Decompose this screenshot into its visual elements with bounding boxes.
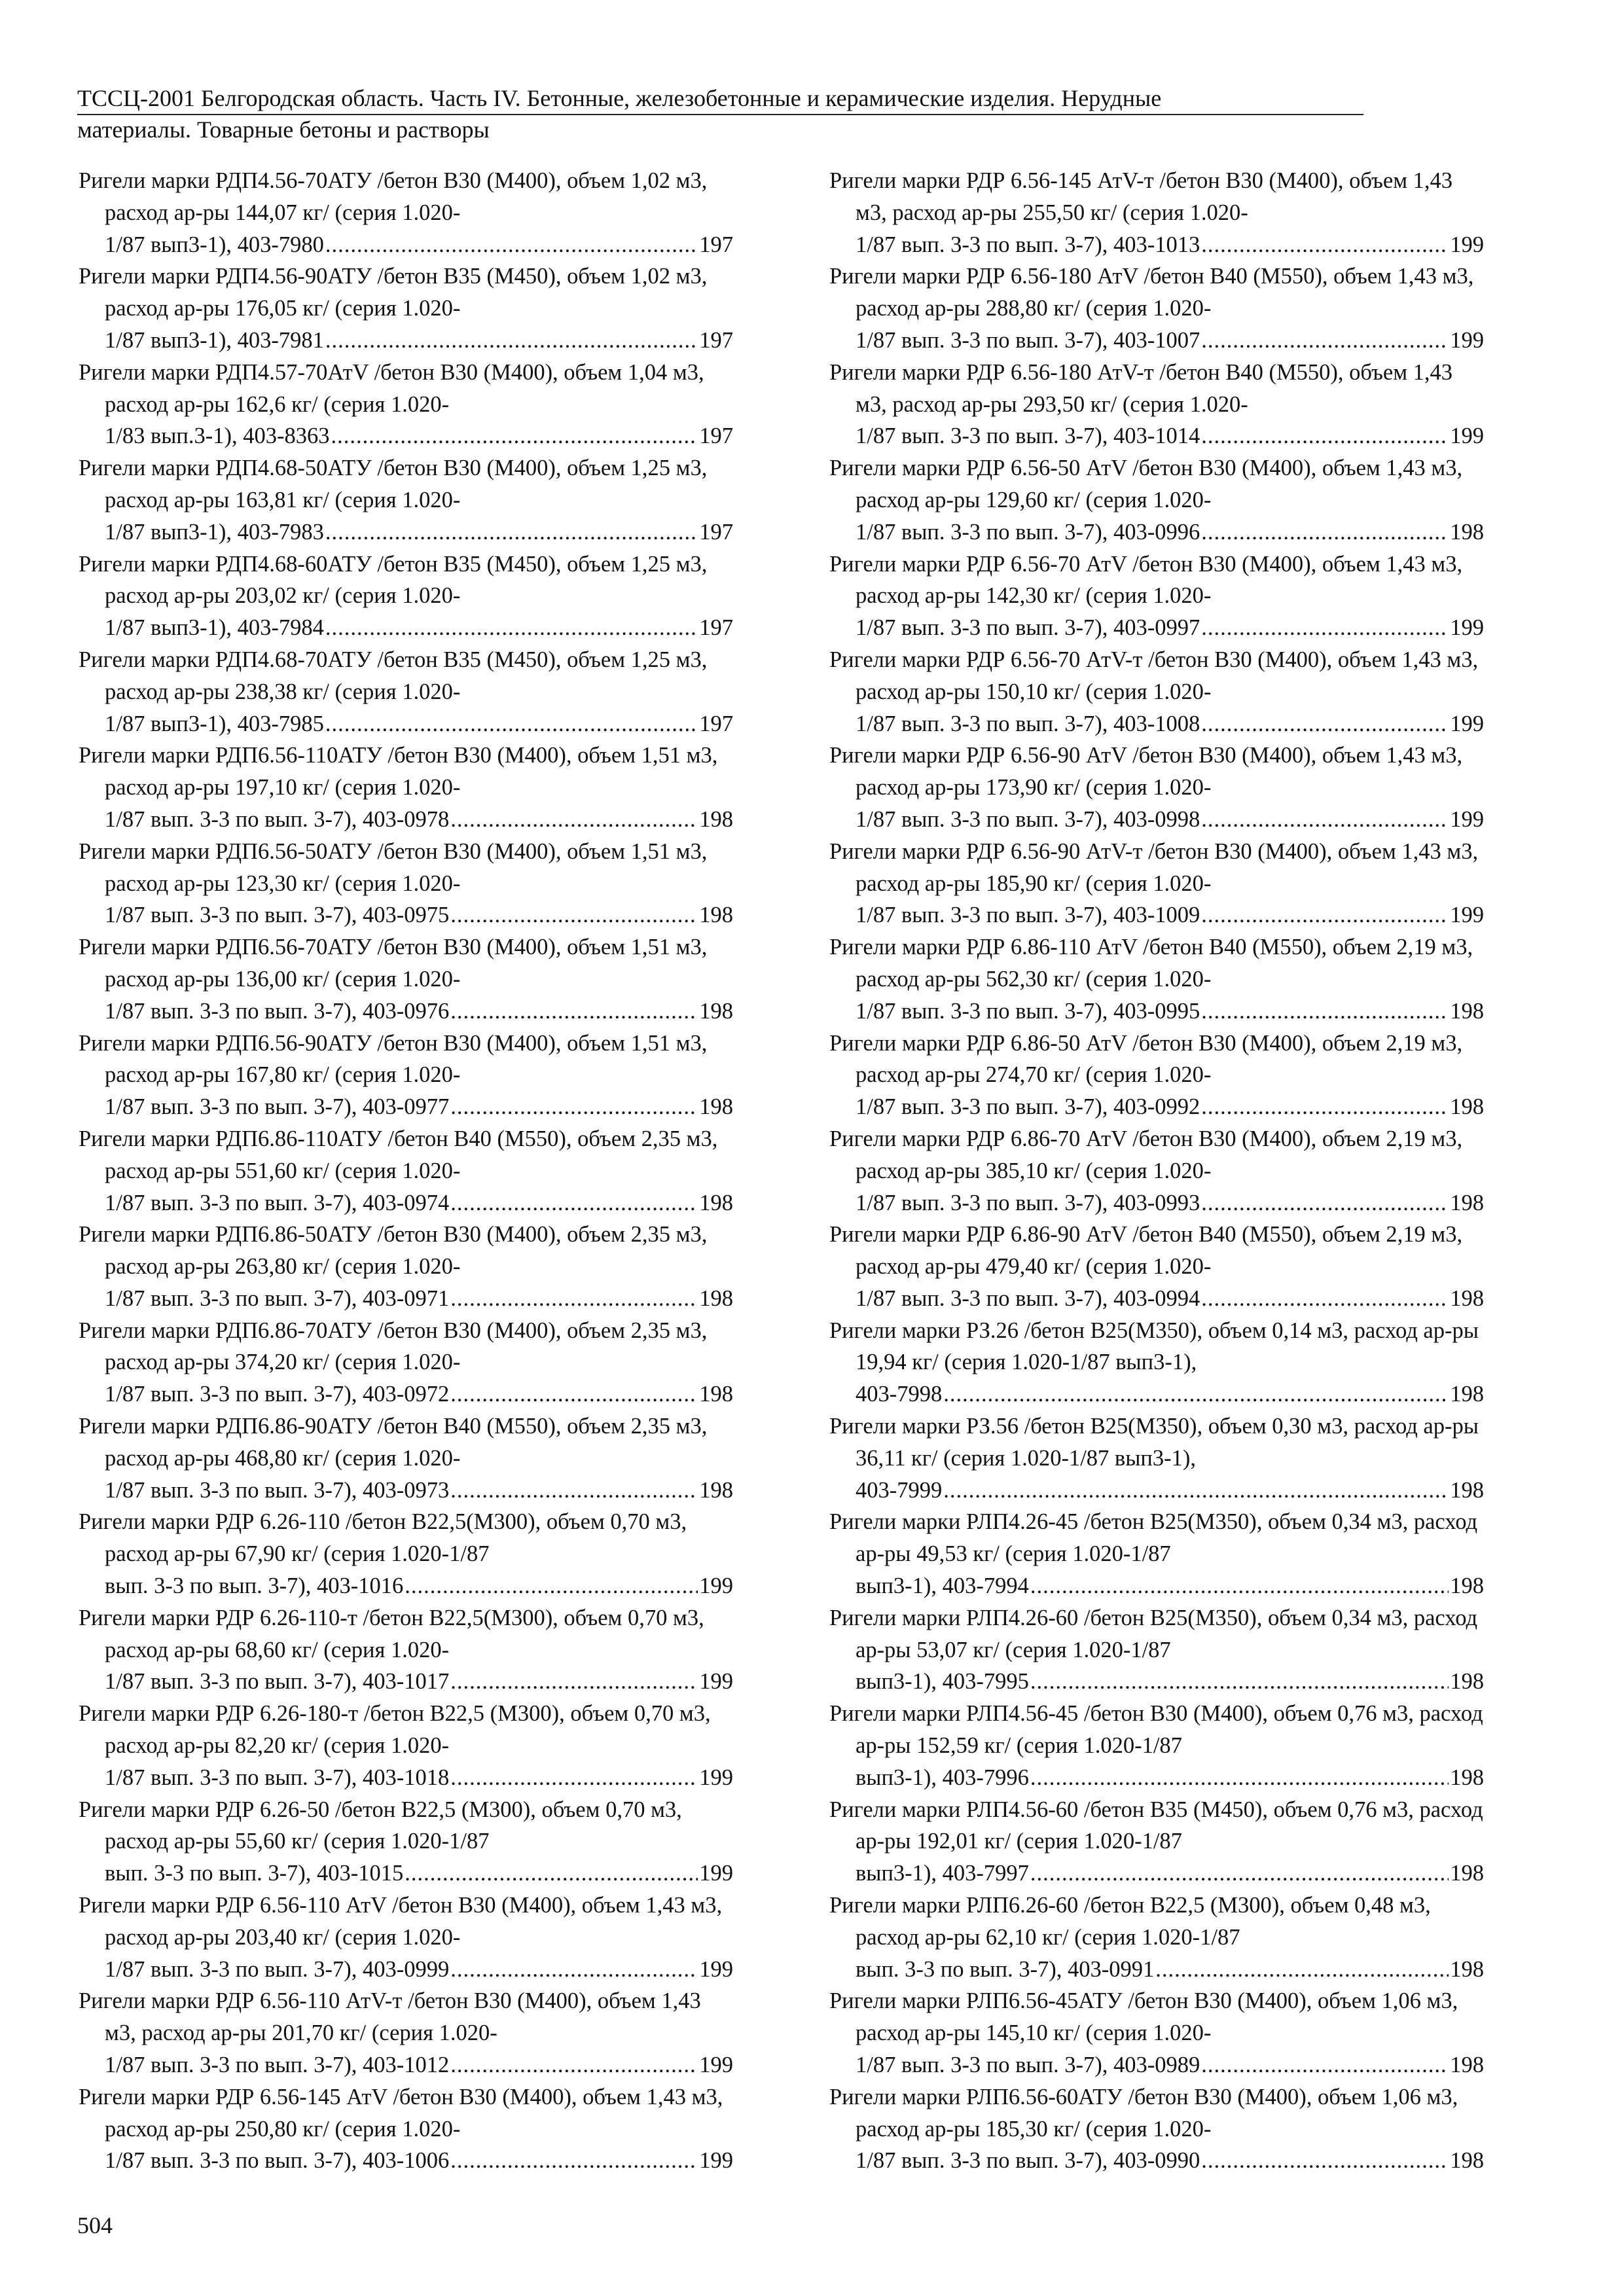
entry-page-ref: 198: [699, 998, 733, 1024]
index-entry: [79, 1890, 733, 1985]
index-entry: [829, 1410, 1484, 1506]
entry-description: Ригели марки РДР 6.56-145 АтV /бетон В30 (М400), объем 1,43 м3, расход ар-ры 250,80 кг/ (серия 1.020-: [79, 2084, 723, 2142]
entry-reference-line: [105, 2049, 733, 2081]
entry-description: Ригели марки РДР 6.56-110 АтV-т /бетон В30 (М400), объем 1,43 м3, расход ар-ры 201,70 кг/ (серия 1.020-: [79, 1988, 701, 2046]
dot-leader: [1201, 804, 1449, 836]
header-line-2: материалы. Товарные бетоны и растворы: [77, 117, 490, 143]
entry-code: вып3-1), 403-7997: [856, 1861, 1029, 1886]
entry-reference-line: [105, 1954, 733, 1986]
entry-description: Ригели марки РДП4.68-50АТУ /бетон В30 (М400), объем 1,25 м3, расход ар-ры 163,81 кг/ (серия 1.020-: [79, 456, 708, 512]
index-entry: [829, 1123, 1484, 1219]
dot-leader: [1030, 1762, 1449, 1794]
entry-page-ref: 197: [699, 327, 733, 353]
entry-page-ref: 199: [1450, 423, 1484, 449]
entry-description: Ригели марки РДР 6.26-110 /бетон В22,5(М300), объем 0,70 м3, расход ар-ры 67,90 кг/ (серия 1.020-1/87: [79, 1509, 687, 1567]
entry-description: Ригели марки РДП4.68-60АТУ /бетон В35 (М450), объем 1,25 м3, расход ар-ры 203,02 кг/ (серия 1.020-: [79, 551, 708, 609]
dot-leader: [450, 1283, 698, 1315]
entry-reference-line: [105, 1283, 733, 1315]
entry-page-ref: 198: [1450, 1669, 1484, 1695]
entry-code: 1/87 вып. 3-3 по вып. 3-7), 403-0975: [105, 903, 450, 928]
entry-page-ref: 198: [699, 1382, 733, 1407]
entry-reference-line: [856, 1091, 1484, 1123]
index-entry: [829, 2081, 1484, 2177]
entry-description: Ригели марки РДР 6.56-180 АтV-т /бетон В40 (М550), объем 1,43 м3, расход ар-ры 293,50 кг/ (серия 1.020-: [829, 359, 1453, 417]
index-entry: [79, 1985, 733, 2081]
entry-page-ref: 199: [699, 1669, 733, 1695]
entry-page-ref: 198: [1450, 2148, 1484, 2174]
entry-code: 1/87 вып. 3-3 по вып. 3-7), 403-0977: [105, 1094, 450, 1120]
entry-description: Ригели марки РДП6.86-110АТУ /бетон В40 (М550), объем 2,35 м3, расход ар-ры 551,60 кг/ (серия 1.020-: [79, 1126, 718, 1183]
index-entry: [829, 836, 1484, 931]
entry-code: 1/87 вып. 3-3 по вып. 3-7), 403-1009: [856, 903, 1200, 928]
dot-leader: [450, 996, 698, 1028]
entry-code: 1/87 вып. 3-3 по вып. 3-7), 403-1014: [856, 423, 1200, 449]
entry-code: 1/83 вып.3-1), 403-8363: [105, 423, 330, 449]
index-entry: [829, 165, 1484, 260]
entry-page-ref: 199: [1450, 711, 1484, 736]
entry-page-ref: 198: [1450, 1573, 1484, 1599]
entry-page-ref: 198: [1450, 998, 1484, 1024]
entry-page-ref: 199: [699, 1765, 733, 1790]
entry-code: 1/87 вып. 3-3 по вып. 3-7), 403-0974: [105, 1190, 450, 1215]
entry-code: вып3-1), 403-7996: [856, 1765, 1029, 1790]
index-entry: [79, 1698, 733, 1793]
entry-description: Ригели марки РДР 6.56-90 АтV-т /бетон В30 (М400), объем 1,43 м3, расход ар-ры 185,90 кг/ (серия 1.020-: [829, 838, 1479, 896]
entry-code: 1/87 вып. 3-3 по вып. 3-7), 403-0972: [105, 1382, 450, 1407]
dot-leader: [450, 1954, 698, 1986]
entry-page-ref: 199: [699, 2148, 733, 2174]
entry-description: Ригели марки РДП6.86-50АТУ /бетон В30 (М400), объем 2,35 м3, расход ар-ры 263,80 кг/ (серия 1.020-: [79, 1222, 708, 1280]
index-entry: [829, 1506, 1484, 1602]
entry-code: 403-7998: [856, 1382, 943, 1407]
dot-leader: [943, 1378, 1449, 1410]
entry-reference-line: [856, 2049, 1484, 2081]
index-entry: [79, 357, 733, 452]
entry-page-ref: 199: [699, 1956, 733, 1982]
entry-code: 1/87 вып. 3-3 по вып. 3-7), 403-0989: [856, 2053, 1200, 2078]
entry-page-ref: 199: [1450, 903, 1484, 928]
entry-description: Ригели марки РДР 6.86-50 АтV /бетон В30 (М400), объем 2,19 м3, расход ар-ры 274,70 кг/ (серия 1.020-: [829, 1030, 1463, 1088]
entry-code: 1/87 вып. 3-3 по вып. 3-7), 403-0976: [105, 998, 450, 1024]
dot-leader: [1201, 420, 1449, 452]
index-entry: [79, 1219, 733, 1314]
index-entry: [829, 548, 1484, 644]
entry-description: Ригели марки РДР 6.86-110 АтV /бетон В40 (М550), объем 2,19 м3, расход ар-ры 562,30 кг/ (серия 1.020-: [829, 935, 1473, 992]
entry-page-ref: 197: [699, 711, 733, 736]
entry-reference-line: [105, 804, 733, 836]
entry-page-ref: 197: [699, 519, 733, 545]
entry-page-ref: 198: [1450, 1956, 1484, 1982]
index-entry: [79, 1315, 733, 1410]
index-entry: [829, 452, 1484, 548]
entry-page-ref: 198: [1450, 1285, 1484, 1311]
entry-reference-line: [856, 1762, 1484, 1794]
index-entry: [829, 1698, 1484, 1793]
entry-description: Ригели марки РЛП4.56-60 /бетон В35 (М450), объем 0,76 м3, расход ар-ры 192,01 кг/ (серия 1.020-1/87: [829, 1797, 1483, 1854]
entry-description: Ригели марки РЛП6.56-60АТУ /бетон В30 (М400), объем 1,06 м3, расход ар-ры 185,30 кг/ (серия 1.020-: [829, 2084, 1458, 2142]
dot-leader: [1201, 708, 1449, 740]
index-entry: [829, 1890, 1484, 1985]
entry-code: вып. 3-3 по вып. 3-7), 403-0991: [856, 1956, 1155, 1982]
entry-description: Ригели марки РДР 6.56-180 АтV /бетон В40 (М550), объем 1,43 м3, расход ар-ры 288,80 кг/ (серия 1.020-: [829, 264, 1474, 321]
entry-code: 1/87 вып3-1), 403-7985: [105, 711, 324, 736]
entry-page-ref: 199: [1450, 615, 1484, 641]
index-entry: [829, 1985, 1484, 2081]
index-column-right: [829, 165, 1484, 2177]
entry-description: Ригели марки РДП6.56-90АТУ /бетон В30 (М400), объем 1,51 м3, расход ар-ры 167,80 кг/ (серия 1.020-: [79, 1030, 708, 1088]
entry-code: 1/87 вып. 3-3 по вып. 3-7), 403-1008: [856, 711, 1200, 736]
entry-code: 1/87 вып3-1), 403-7983: [105, 519, 324, 545]
entry-page-ref: 198: [699, 903, 733, 928]
entry-code: вып3-1), 403-7994: [856, 1573, 1029, 1599]
dot-leader: [1201, 229, 1449, 261]
entry-code: 1/87 вып. 3-3 по вып. 3-7), 403-1012: [105, 2053, 450, 2078]
index-entry: [79, 260, 733, 356]
entry-page-ref: 198: [1450, 1765, 1484, 1790]
entry-code: вып3-1), 403-7995: [856, 1669, 1029, 1695]
entry-page-ref: 198: [699, 1477, 733, 1503]
entry-code: 1/87 вып. 3-3 по вып. 3-7), 403-0993: [856, 1190, 1200, 1215]
index-entry: [829, 1794, 1484, 1890]
index-entry: [79, 1602, 733, 1698]
dot-leader: [325, 708, 698, 740]
entry-code: 1/87 вып. 3-3 по вып. 3-7), 403-0997: [856, 615, 1200, 641]
dot-leader: [450, 1475, 698, 1507]
entry-description: Ригели марки РЛП6.56-45АТУ /бетон В30 (М400), объем 1,06 м3, расход ар-ры 145,10 кг/ (серия 1.020-: [829, 1988, 1458, 2046]
dot-leader: [405, 1857, 698, 1890]
entry-description: Ригели марки РДП6.56-110АТУ /бетон В30 (М400), объем 1,51 м3, расход ар-ры 197,10 кг/ (серия 1.020-: [79, 743, 718, 800]
entry-page-ref: 198: [699, 1094, 733, 1120]
entry-description: Ригели марки РДР 6.56-70 АтV /бетон В30 (М400), объем 1,43 м3, расход ар-ры 142,30 кг/ (серия 1.020-: [829, 551, 1463, 609]
entry-page-ref: 199: [699, 1573, 733, 1599]
dot-leader: [1201, 2049, 1449, 2081]
entry-code: 1/87 вып. 3-3 по вып. 3-7), 403-1017: [105, 1669, 450, 1695]
entry-description: Ригели марки РДР 6.86-90 АтV /бетон В40 (М550), объем 2,19 м3, расход ар-ры 479,40 кг/ (серия 1.020-: [829, 1222, 1463, 1280]
index-entry: [829, 1602, 1484, 1698]
entry-description: Ригели марки РДР 6.26-110-т /бетон В22,5(М300), объем 0,70 м3, расход ар-ры 68,60 кг/ (серия 1.020-: [79, 1605, 704, 1662]
entry-reference-line: [856, 708, 1484, 740]
dot-leader: [450, 1091, 698, 1123]
index-entry: [79, 1410, 733, 1506]
entry-reference-line: [856, 229, 1484, 261]
entry-code: вып. 3-3 по вып. 3-7), 403-1015: [105, 1861, 404, 1886]
entry-reference-line: [105, 612, 733, 644]
entry-page-ref: 198: [1450, 1094, 1484, 1120]
dot-leader: [450, 2145, 698, 2177]
entry-code: 1/87 вып3-1), 403-7980: [105, 232, 324, 257]
entry-reference-line: [856, 516, 1484, 548]
entry-code: 1/87 вып. 3-3 по вып. 3-7), 403-0994: [856, 1285, 1200, 1311]
index-entry: [79, 1028, 733, 1123]
entry-description: Ригели марки РЗ.56 /бетон В25(М350), объем 0,30 м3, расход ар-ры 36,11 кг/ (серия 1.020-1/87 вып3-1),: [829, 1414, 1479, 1471]
entry-reference-line: [856, 1857, 1484, 1890]
entry-code: 1/87 вып. 3-3 по вып. 3-7), 403-0990: [856, 2148, 1200, 2174]
entry-page-ref: 198: [1450, 1382, 1484, 1407]
dot-leader: [1201, 612, 1449, 644]
entry-page-ref: 197: [699, 423, 733, 449]
dot-leader: [450, 804, 698, 836]
entry-description: Ригели марки РДП4.56-90АТУ /бетон В35 (М450), объем 1,02 м3, расход ар-ры 176,05 кг/ (серия 1.020-: [79, 264, 708, 321]
entry-reference-line: [856, 1666, 1484, 1698]
entry-description: Ригели марки РДП4.57-70АтV /бетон В30 (М400), объем 1,04 м3, расход ар-ры 162,6 кг/ (серия 1.020-: [79, 359, 704, 417]
entry-code: 1/87 вып. 3-3 по вып. 3-7), 403-0996: [856, 519, 1200, 545]
index-entry: [79, 548, 733, 644]
index-entry: [79, 1123, 733, 1219]
dot-leader: [1201, 1091, 1449, 1123]
index-entry: [829, 931, 1484, 1027]
index-entry: [79, 1506, 733, 1602]
entry-page-ref: 197: [699, 615, 733, 641]
entry-description: Ригели марки РДР 6.56-145 АтV-т /бетон В30 (М400), объем 1,43 м3, расход ар-ры 255,50 кг/ (серия 1.020-: [829, 168, 1453, 225]
entry-reference-line: [105, 2145, 733, 2177]
index-entry: [829, 644, 1484, 740]
entry-description: Ригели марки РЛП4.56-45 /бетон В30 (М400), объем 0,76 м3, расход ар-ры 152,59 кг/ (серия 1.020-1/87: [829, 1701, 1483, 1759]
entry-reference-line: [105, 1475, 733, 1507]
entry-description: Ригели марки РДП4.68-70АТУ /бетон В35 (М450), объем 1,25 м3, расход ар-ры 238,38 кг/ (серия 1.020-: [79, 647, 708, 704]
entry-reference-line: [105, 708, 733, 740]
entry-description: Ригели марки РДР 6.56-50 АтV /бетон В30 (М400), объем 1,43 м3, расход ар-ры 129,60 кг/ (серия 1.020-: [829, 456, 1463, 512]
entry-description: Ригели марки РДР 6.86-70 АтV /бетон В30 (М400), объем 2,19 м3, расход ар-ры 385,10 кг/ (серия 1.020-: [829, 1126, 1463, 1183]
entry-code: 1/87 вып. 3-3 по вып. 3-7), 403-1006: [105, 2148, 450, 2174]
index-entry: [829, 260, 1484, 356]
entry-page-ref: 198: [1450, 1861, 1484, 1886]
dot-leader: [331, 420, 698, 452]
dot-leader: [450, 1378, 698, 1410]
dot-leader: [1201, 516, 1449, 548]
entry-reference-line: [856, 1570, 1484, 1602]
index-entry: [79, 452, 733, 548]
index-entry: [829, 740, 1484, 835]
entry-reference-line: [856, 996, 1484, 1028]
entry-reference-line: [105, 1091, 733, 1123]
index-entry: [79, 2081, 733, 2177]
dot-leader: [1155, 1954, 1449, 1986]
entry-description: Ригели марки РДП6.56-50АТУ /бетон В30 (М400), объем 1,51 м3, расход ар-ры 123,30 кг/ (серия 1.020-: [79, 838, 708, 896]
entry-code: 1/87 вып. 3-3 по вып. 3-7), 403-0999: [105, 1956, 450, 1982]
entry-reference-line: [856, 612, 1484, 644]
entry-code: 1/87 вып. 3-3 по вып. 3-7), 403-1018: [105, 1765, 450, 1790]
entry-description: Ригели марки РЛП6.26-60 /бетон В22,5 (М300), объем 0,48 м3, расход ар-ры 62,10 кг/ (серия 1.020-1/87: [829, 1893, 1431, 1950]
entry-reference-line: [105, 1187, 733, 1219]
entry-code: 403-7999: [856, 1477, 943, 1503]
entry-page-ref: 198: [1450, 1190, 1484, 1215]
header-line-1: ТССЦ-2001 Белгородская область. Часть IV. Бетонные, железобетонные и керамические изделия. Нерудные: [77, 84, 1363, 115]
entry-reference-line: [856, 1187, 1484, 1219]
entry-page-ref: 199: [699, 1861, 733, 1886]
entry-reference-line: [105, 229, 733, 261]
dot-leader: [1030, 1857, 1449, 1890]
entry-page-ref: 198: [699, 806, 733, 832]
entry-code: 1/87 вып. 3-3 по вып. 3-7), 403-0973: [105, 1477, 450, 1503]
entry-reference-line: [105, 1666, 733, 1698]
entry-page-ref: 199: [699, 2053, 733, 2078]
entry-page-ref: 198: [1450, 1477, 1484, 1503]
entry-page-ref: 198: [1450, 519, 1484, 545]
entry-page-ref: 199: [1450, 327, 1484, 353]
dot-leader: [1201, 899, 1449, 931]
index-entry: [79, 740, 733, 835]
entry-description: Ригели марки РЗ.26 /бетон В25(М350), объем 0,14 м3, расход ар-ры 19,94 кг/ (серия 1.020-1/87 вып3-1),: [829, 1318, 1479, 1375]
dot-leader: [1201, 1283, 1449, 1315]
entry-page-ref: 199: [1450, 806, 1484, 832]
index-entry: [79, 644, 733, 740]
index-column-left: [79, 165, 733, 2177]
index-entry: [79, 931, 733, 1027]
index-entry: [829, 1219, 1484, 1314]
entry-description: Ригели марки РДР 6.56-70 АтV-т /бетон В30 (М400), объем 1,43 м3, расход ар-ры 150,10 кг/ (серия 1.020-: [829, 647, 1479, 704]
entry-page-ref: 197: [699, 232, 733, 257]
dot-leader: [450, 2049, 698, 2081]
dot-leader: [450, 1762, 698, 1794]
dot-leader: [325, 325, 698, 357]
dot-leader: [450, 1666, 698, 1698]
entry-description: Ригели марки РДП6.56-70АТУ /бетон В30 (М400), объем 1,51 м3, расход ар-ры 136,00 кг/ (серия 1.020-: [79, 935, 708, 992]
entry-page-ref: 198: [699, 1285, 733, 1311]
entry-reference-line: [856, 1378, 1484, 1410]
running-header: [77, 84, 1363, 145]
entry-reference-line: [105, 1762, 733, 1794]
dot-leader: [450, 899, 698, 931]
entry-description: Ригели марки РДП4.56-70АТУ /бетон В30 (М400), объем 1,02 м3, расход ар-ры 144,07 кг/ (серия 1.020-: [79, 168, 708, 225]
index-entry: [829, 1028, 1484, 1123]
entry-description: Ригели марки РДР 6.26-180-т /бетон В22,5 (М300), объем 0,70 м3, расход ар-ры 82,20 кг/ (серия 1.020-: [79, 1701, 711, 1759]
entry-reference-line: [856, 420, 1484, 452]
entry-description: Ригели марки РЛП4.26-45 /бетон В25(М350), объем 0,34 м3, расход ар-ры 49,53 кг/ (серия 1.020-1/87: [829, 1509, 1478, 1567]
entry-reference-line: [856, 325, 1484, 357]
entry-reference-line: [105, 996, 733, 1028]
entry-code: 1/87 вып. 3-3 по вып. 3-7), 403-1007: [856, 327, 1200, 353]
dot-leader: [325, 229, 698, 261]
index-entry: [829, 357, 1484, 452]
dot-leader: [325, 612, 698, 644]
entry-reference-line: [105, 1857, 733, 1890]
dot-leader: [1201, 996, 1449, 1028]
entry-reference-line: [856, 1954, 1484, 1986]
entry-code: 1/87 вып. 3-3 по вып. 3-7), 403-0998: [856, 806, 1200, 832]
dot-leader: [1030, 1570, 1449, 1602]
entry-reference-line: [856, 804, 1484, 836]
dot-leader: [1201, 1187, 1449, 1219]
entry-reference-line: [105, 1570, 733, 1602]
entry-code: 1/87 вып. 3-3 по вып. 3-7), 403-0971: [105, 1285, 450, 1311]
dot-leader: [325, 516, 698, 548]
index-entry: [79, 836, 733, 931]
entry-code: 1/87 вып3-1), 403-7984: [105, 615, 324, 641]
entry-reference-line: [105, 899, 733, 931]
entry-description: Ригели марки РДР 6.56-90 АтV /бетон В30 (М400), объем 1,43 м3, расход ар-ры 173,90 кг/ (серия 1.020-: [829, 743, 1463, 800]
entry-reference-line: [856, 2145, 1484, 2177]
entry-description: Ригели марки РДР 6.26-50 /бетон В22,5 (М300), объем 0,70 м3, расход ар-ры 55,60 кг/ (серия 1.020-1/87: [79, 1797, 682, 1854]
entry-code: 1/87 вып. 3-3 по вып. 3-7), 403-0995: [856, 998, 1200, 1024]
entry-code: 1/87 вып3-1), 403-7981: [105, 327, 324, 353]
index-entry: [79, 165, 733, 260]
dot-leader: [943, 1475, 1449, 1507]
entry-code: 1/87 вып. 3-3 по вып. 3-7), 403-1013: [856, 232, 1200, 257]
entry-description: Ригели марки РДР 6.56-110 АтV /бетон В30 (М400), объем 1,43 м3, расход ар-ры 203,40 кг/ (серия 1.020-: [79, 1893, 723, 1950]
entry-reference-line: [105, 420, 733, 452]
dot-leader: [1201, 2145, 1449, 2177]
entry-reference-line: [105, 516, 733, 548]
entry-reference-line: [856, 1283, 1484, 1315]
dot-leader: [450, 1187, 698, 1219]
entry-reference-line: [105, 1378, 733, 1410]
entry-page-ref: 198: [1450, 2053, 1484, 2078]
dot-leader: [1201, 325, 1449, 357]
entry-code: 1/87 вып. 3-3 по вып. 3-7), 403-0978: [105, 806, 450, 832]
page-number: 504: [77, 2212, 113, 2238]
entry-code: вып. 3-3 по вып. 3-7), 403-1016: [105, 1573, 404, 1599]
entry-description: Ригели марки РДП6.86-70АТУ /бетон В30 (М400), объем 2,35 м3, расход ар-ры 374,20 кг/ (серия 1.020-: [79, 1318, 708, 1375]
entry-description: Ригели марки РДП6.86-90АТУ /бетон В40 (М550), объем 2,35 м3, расход ар-ры 468,80 кг/ (серия 1.020-: [79, 1414, 708, 1471]
index-entry: [79, 1794, 733, 1890]
entry-reference-line: [856, 1475, 1484, 1507]
entry-description: Ригели марки РЛП4.26-60 /бетон В25(М350), объем 0,34 м3, расход ар-ры 53,07 кг/ (серия 1.020-1/87: [829, 1605, 1478, 1662]
entry-reference-line: [856, 899, 1484, 931]
dot-leader: [405, 1570, 698, 1602]
dot-leader: [1030, 1666, 1449, 1698]
entry-page-ref: 199: [1450, 232, 1484, 257]
index-entry: [829, 1315, 1484, 1410]
entry-page-ref: 198: [699, 1190, 733, 1215]
entry-reference-line: [105, 325, 733, 357]
entry-code: 1/87 вып. 3-3 по вып. 3-7), 403-0992: [856, 1094, 1200, 1120]
